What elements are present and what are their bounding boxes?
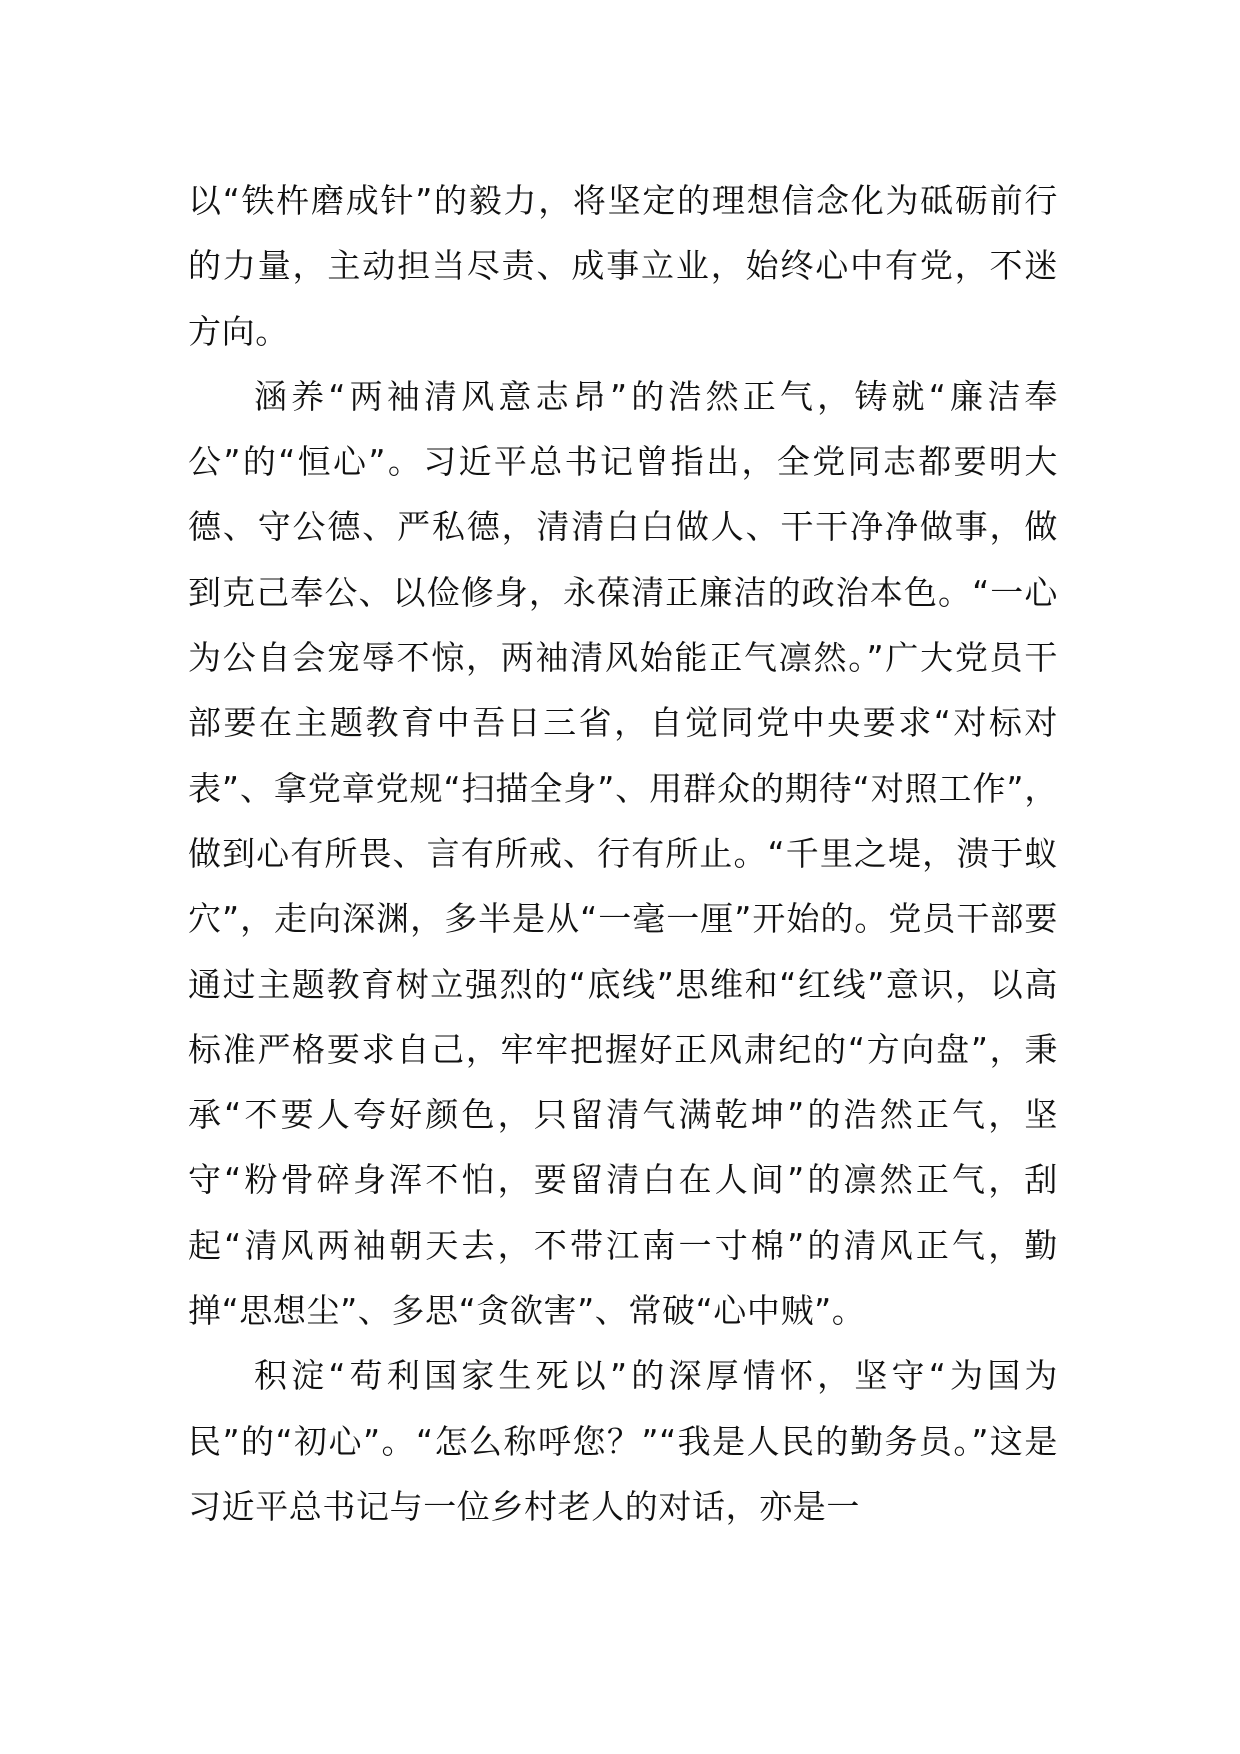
- paragraph-original-aspiration: 积淀“苟利国家生死以”的深厚情怀，坚守“为国为民”的“初心”。“怎么称呼您？”“我是人民的勤务员。”这是习近平总书记与一位乡村老人的对话，亦是一: [188, 1356, 1058, 1526]
- document-body: [188, 168, 1058, 1539]
- paragraph-continuation: 以“铁杵磨成针”的毅力，将坚定的理想信念化为砥砺前行的力量，主动担当尽责、成事立业，始终心中有党，不迷方向。: [188, 181, 1058, 351]
- paragraph-integrity: 涵养“两袖清风意志昂”的浩然正气，铸就“廉洁奉公”的“恒心”。习近平总书记曾指出，全党同志都要明大德、守公德、严私德，清清白白做人、干干净净做事，做到克己奉公、以俭修身，永葆清正廉洁的政治本色。“一心为公自会宠辱不惊，两袖清风始能正气凛然。”广大党员干部要在主题教育中吾日三省，自觉同党中央要求“对标对表”、拿党章党规“扫描全身”、用群众的期待“对照工作”，做到心有所畏、言有所戒、行有所止。“千里之堤，溃于蚁穴”，走向深渊，多半是从“一毫一厘”开始的。党员干部要通过主题教育树立强烈的“底线”思维和“红线”意识，以高标准严格要求自己，牢牢把握好正风肃纪的“方向盘”，秉承“不要人夸好颜色，只留清气满乾坤”的浩然正气，坚守“粉骨碎身浑不怕，要留清白在人间”的凛然正气，刮起“清风两袖朝天去，不带江南一寸棉”的清风正气，勤掸“思想尘”、多思“贪欲害”、常破“心中贼”。: [188, 376, 1058, 1331]
